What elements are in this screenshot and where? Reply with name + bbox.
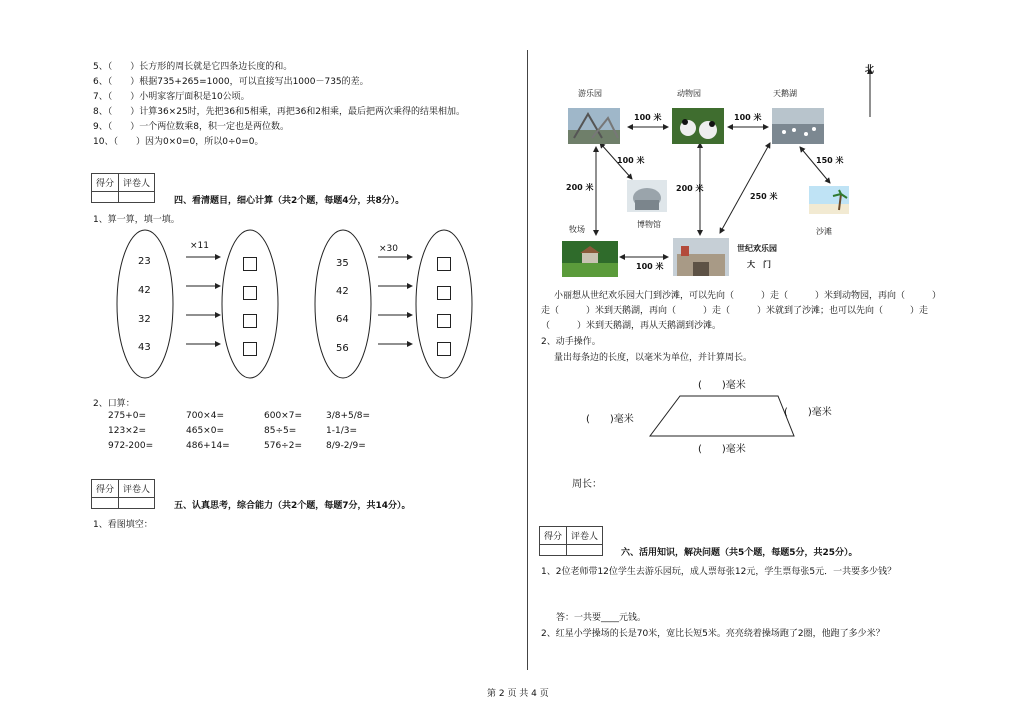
score-label: 得分 <box>92 480 119 498</box>
trapezoid-left-label: ( )毫米 <box>586 414 634 425</box>
oral-item: 275+0= <box>108 411 146 421</box>
distance-label: 100 米 <box>617 156 645 165</box>
tf-item-9: 9、（ ）一个两位数乘8，积一定也是两位数。 <box>93 122 289 132</box>
distance-label: 150 米 <box>816 156 844 165</box>
oral-item: 600×7= <box>264 411 302 421</box>
main-gate-photo <box>673 238 729 276</box>
answer-box[interactable] <box>243 286 257 300</box>
page-footer: 第 2 页 共 4 页 <box>487 689 549 699</box>
pasture-photo <box>562 241 618 277</box>
oral-item: 85÷5= <box>264 426 297 436</box>
score-box <box>539 526 603 556</box>
section-4-q2: 2、口算： <box>93 399 135 409</box>
oral-item: 465×0= <box>186 426 224 436</box>
label-shatan: 沙滩 <box>816 227 832 236</box>
map-question-line1: 小丽想从世纪欢乐园大门到沙滩，可以先向（ ）走（ ）米到动物园，再向（ ） <box>554 291 942 301</box>
answer-box[interactable] <box>243 314 257 328</box>
label-muchang: 牧场 <box>569 225 585 234</box>
trapezoid-bottom-label: ( )毫米 <box>698 444 746 455</box>
north-label: 北 <box>865 65 875 75</box>
grader-label: 评卷人 <box>119 480 155 498</box>
oral-item: 3/8+5/8= <box>326 411 371 421</box>
oral-item: 700×4= <box>186 411 224 421</box>
grader-label: 评卷人 <box>567 527 603 545</box>
label-youleyuan: 游乐园 <box>578 89 602 98</box>
oral-item: 486+14= <box>186 441 230 451</box>
oral-item: 1-1/3= <box>326 426 357 436</box>
trapezoid-top-label: ( )毫米 <box>698 380 746 391</box>
left-number: 43 <box>138 342 151 353</box>
answer-box[interactable] <box>437 342 451 356</box>
answer-box[interactable] <box>437 257 451 271</box>
tf-item-10: 10、（ ）因为0×0=0，所以0÷0=0。 <box>93 137 264 147</box>
section-6-title: 六、活用知识，解决问题（共5个题，每题5分，共25分）。 <box>621 548 858 558</box>
tf-item-7: 7、（ ）小明家客厅面积是10公顷。 <box>93 92 250 102</box>
perimeter-label: 周长： <box>572 479 602 490</box>
answer-box[interactable] <box>437 286 451 300</box>
score-box <box>91 173 155 203</box>
map-question-line2: 走（ ）米到天鹅湖，再向（ ）走（ ）米就到了沙滩；也可以先向（ ）走 <box>541 306 929 316</box>
distance-label: 200 米 <box>676 184 704 193</box>
answer-box[interactable] <box>243 342 257 356</box>
section-6-q2: 2、红星小学操场的长是70米，宽比长短5米。亮亮绕着操场跑了2圈，他跑了多少米？ <box>541 629 885 639</box>
zoo-photo <box>672 108 724 144</box>
distance-label: 250 米 <box>750 192 778 201</box>
left-number: 32 <box>138 314 151 325</box>
label-damen-line1: 世纪欢乐园 <box>737 244 777 253</box>
distance-label: 100 米 <box>634 113 662 122</box>
score-label: 得分 <box>92 174 119 192</box>
label-bowuguan: 博物馆 <box>637 220 661 229</box>
map-question-line3: （ ）米到天鹅湖，再从天鹅湖到沙滩。 <box>541 321 722 331</box>
right-number: 56 <box>336 343 349 354</box>
answer-box[interactable] <box>437 314 451 328</box>
right-number-ellipse <box>315 230 371 378</box>
right-number: 64 <box>336 314 349 325</box>
oral-item: 123×2= <box>108 426 146 436</box>
oral-item: 972-200= <box>108 441 154 451</box>
tf-item-6: 6、（ ）根据735+265=1000，可以直接写出1000－735的差。 <box>93 77 369 87</box>
section-4-title: 四、看清题目，细心计算（共2个题，每题4分，共8分）。 <box>174 196 405 206</box>
left-number-ellipse <box>117 230 173 378</box>
trapezoid <box>640 392 800 440</box>
distance-label: 100 米 <box>636 262 664 271</box>
oral-item: 576÷2= <box>264 441 302 451</box>
tf-item-8: 8、（ ）计算36×25时，先把36和5相乘，再把36和2相乘，最后把两次乘得的结果相加。 <box>93 107 466 117</box>
grader-label: 评卷人 <box>119 174 155 192</box>
mapping-diagrams <box>100 228 480 393</box>
answer-box[interactable] <box>243 257 257 271</box>
q2-description: 量出每条边的长度，以毫米为单位，并计算周长。 <box>554 353 753 363</box>
trapezoid-right-label: ( )毫米 <box>784 407 832 418</box>
section-5-title: 五、认真思考，综合能力（共2个题，每题7分，共14分）。 <box>174 501 411 511</box>
oral-item: 8/9-2/9= <box>326 441 366 451</box>
left-number: 42 <box>138 285 151 296</box>
left-operator: ×11 <box>190 241 209 251</box>
left-arrows <box>186 257 220 344</box>
section-5-q1: 1、看图填空： <box>93 520 153 530</box>
q2-heading: 2、动手操作。 <box>541 337 601 347</box>
amusement-park-photo <box>568 108 620 144</box>
distance-label: 100 米 <box>734 113 762 122</box>
swan-lake-photo <box>772 108 824 144</box>
section-6-q1: 1、2位老师带12位学生去游乐园玩，成人票每张12元，学生票每张5元．一共要多少钱？ <box>541 567 897 577</box>
distance-label: 200 米 <box>566 183 594 192</box>
right-arrows <box>378 257 412 344</box>
score-label: 得分 <box>540 527 567 545</box>
left-number: 23 <box>138 256 151 267</box>
label-dongwuyuan: 动物园 <box>677 89 701 98</box>
score-box <box>91 479 155 509</box>
label-damen-line2: 大 门 <box>747 260 771 269</box>
tf-item-5: 5、（ ）长方形的周长就是它四条边长度的和。 <box>93 62 293 72</box>
right-operator: ×30 <box>379 244 398 254</box>
museum-photo <box>627 180 667 212</box>
right-number: 35 <box>336 258 349 269</box>
right-number: 42 <box>336 286 349 297</box>
beach-photo <box>809 186 849 214</box>
section-6-answer: 答：一共要____元钱。 <box>556 613 647 623</box>
label-tiane: 天鹅湖 <box>773 89 797 98</box>
section-4-q1: 1、算一算，填一填。 <box>93 215 180 225</box>
column-divider <box>527 50 528 670</box>
